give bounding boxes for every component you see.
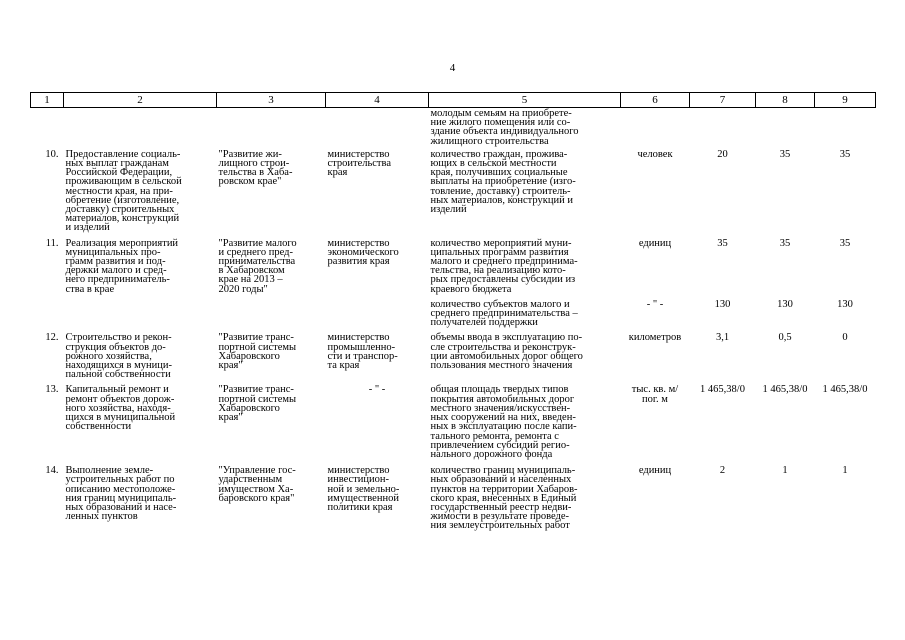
empty-cell bbox=[326, 108, 429, 146]
value-year-1: 2 bbox=[719, 465, 726, 477]
header-row bbox=[31, 93, 876, 108]
program-name: "Развитие транс- портной системы Хабаровского края" bbox=[218, 332, 297, 372]
value-year-3: 35 bbox=[839, 237, 851, 249]
table-row bbox=[31, 327, 876, 379]
unit-of-measure: человек bbox=[637, 148, 673, 160]
empty-cell bbox=[756, 108, 815, 146]
column-header: 8 bbox=[756, 93, 815, 108]
column-header: 2 bbox=[64, 93, 217, 108]
measure-name: Выполнение земле- устроительных работ по описанию местоположе- ния границ муниципаль- ных образований и насе- ленных пунктов bbox=[65, 465, 177, 523]
value-year-2: 0,5 bbox=[778, 332, 792, 344]
value-year-3: 1 bbox=[842, 465, 848, 477]
row-number: 13. bbox=[45, 384, 59, 396]
measure-name: Предоставление социаль- ных выплат гражданам Российской Федерации, проживающим в сельской местности края, на при- обретение (изготовление, доставку) строительных материалов, конструкций и изделий bbox=[65, 148, 182, 234]
value-year-2: 35 bbox=[779, 237, 791, 249]
value-year-1: 1 465,38/0 bbox=[700, 384, 745, 396]
ministry-name: - " - bbox=[368, 384, 386, 396]
row-number bbox=[31, 294, 64, 328]
value-year-1: 20 bbox=[717, 148, 728, 160]
value-year-2: 35 bbox=[779, 148, 791, 160]
table-row bbox=[31, 459, 876, 530]
indicators-table bbox=[30, 92, 876, 531]
row-number: 14. bbox=[45, 465, 59, 477]
measure-name: Реализация мероприятий муниципальных про- грамм развития и под- держки малого и сред- него предприниматель- ства в крае bbox=[65, 237, 179, 295]
indicators-table-sheet bbox=[30, 92, 875, 531]
value-year-3: 35 bbox=[839, 148, 851, 160]
column-header: 3 bbox=[217, 93, 326, 108]
column-header: 6 bbox=[621, 93, 690, 108]
indicator-name: объемы ввода в эксплуатацию по- сле строительства и реконструк- ции автомобильных дорог общего пользования местного значения bbox=[430, 332, 583, 372]
program-name: "Управление гос- ударственным имуществом Ха- баровского края" bbox=[218, 465, 296, 504]
empty-cell bbox=[690, 108, 756, 146]
unit-of-measure: километров bbox=[628, 332, 682, 344]
continuation-row bbox=[31, 108, 876, 146]
empty-cell bbox=[31, 108, 64, 146]
measure-name: Капитальный ремонт и ремонт объектов дорож- ного хозяйства, находя- щихся в муниципальной собственности bbox=[65, 384, 176, 433]
value-year-1: 3,1 bbox=[715, 332, 730, 344]
value-year-2: 130 bbox=[777, 298, 793, 310]
indicator-name: общая площадь твердых типов покрытия автомобильных дорог местного значения/искусствен- ных сооружений на них, введен- ных в эксплуатацию после капи- тального ремонта, ремонта с привлечением субсидий регио- нального дорожного фонда bbox=[430, 384, 577, 460]
value-year-1: 130 bbox=[714, 298, 731, 310]
measure-name bbox=[64, 294, 217, 328]
value-year-2: 1 465,38/0 bbox=[762, 384, 808, 396]
program-name: "Развитие малого и среднего пред- принимательства в Хабаровском крае на 2013 – 2020 годы" bbox=[218, 237, 297, 295]
row-number: 12. bbox=[45, 332, 59, 344]
value-year-2: 1 bbox=[782, 465, 788, 477]
column-header: 5 bbox=[429, 93, 621, 108]
indicator-name: количество мероприятий муни- ципальных программ развития малого и среднего предпринима- тельства, на реализацию кото- рых предоставлены субсидии из краевого бюджета bbox=[430, 237, 578, 295]
empty-cell bbox=[64, 108, 217, 146]
unit-of-measure: единиц bbox=[638, 465, 672, 477]
ministry-name: министерство инвестицион- ной и земельно- имущественной политики края bbox=[327, 465, 400, 513]
row-number: 11. bbox=[45, 237, 59, 249]
table-body bbox=[31, 108, 876, 531]
column-header: 7 bbox=[690, 93, 756, 108]
unit-of-measure: единиц bbox=[638, 237, 672, 249]
page-number: 4 bbox=[449, 62, 456, 74]
value-year-3: 130 bbox=[837, 298, 853, 310]
table-row bbox=[31, 146, 876, 233]
continuation-text: молодым семьям на приобрете- ние жилого помещения или со- здание объекта индивидуального жилищного строительства bbox=[430, 108, 579, 147]
value-year-3: 1 465,38/0 bbox=[822, 384, 868, 396]
measure-name: Строительство и рекон- струкция объектов до- рожного хозяйства, находящихся в муници- пальной собственности bbox=[65, 332, 172, 381]
empty-cell bbox=[815, 108, 876, 146]
row-number: 10. bbox=[45, 148, 59, 160]
program-name bbox=[217, 294, 326, 328]
column-header: 1 bbox=[31, 93, 64, 108]
table-row bbox=[31, 379, 876, 459]
indicator-name: количество субъектов малого и среднего предпринимательства – получателей поддержки bbox=[430, 298, 578, 329]
column-header: 9 bbox=[815, 93, 876, 108]
indicator-name: количество границ муниципаль- ных образований и населенных пунктов на территории Хабаров- ского края, внесенных в Единый государственный реестр недви- жимости в результате проведе- ния землеустроительных работ bbox=[430, 465, 578, 532]
ministry-name bbox=[326, 294, 429, 328]
ministry-name: министерство строительства края bbox=[327, 148, 392, 179]
ministry-name: министерство экономического развития края bbox=[327, 237, 399, 268]
unit-of-measure: тыс. кв. м/ пог. м bbox=[631, 384, 679, 405]
empty-cell bbox=[621, 108, 690, 146]
unit-of-measure: - " - bbox=[646, 298, 664, 310]
program-name: "Развитие транс- портной системы Хабаровского края" bbox=[218, 384, 297, 424]
empty-cell bbox=[217, 108, 326, 146]
column-header: 4 bbox=[326, 93, 429, 108]
ministry-name: министерство промышленно- сти и транспор- та края bbox=[327, 332, 398, 372]
table-row bbox=[31, 233, 876, 294]
value-year-3: 0 bbox=[842, 332, 848, 344]
indicator-name: количество граждан, прожива- ющих в сельской местности края, получивших социальные выплаты на приобретение (изго- товление, доставку) строитель- ных материалов, конструкций и изделий bbox=[430, 148, 576, 216]
table-row bbox=[31, 294, 876, 328]
value-year-1: 35 bbox=[717, 237, 728, 249]
program-name: "Развитие жи- лищного строи- тельства в Хаба- ровском крае" bbox=[218, 148, 293, 188]
